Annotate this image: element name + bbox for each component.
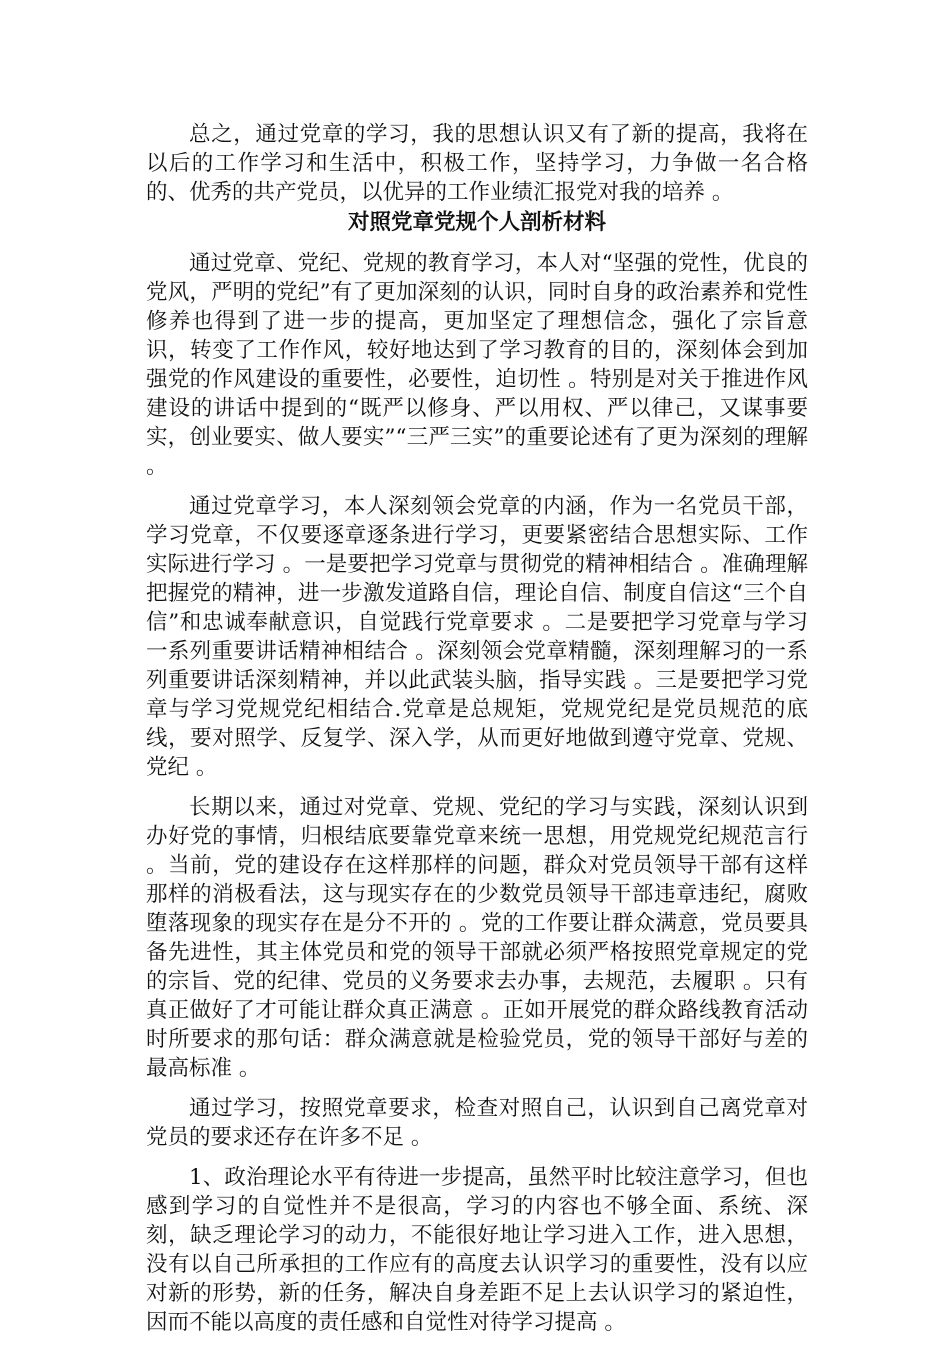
body-paragraph-5: 1、政治理论水平有待进一步提高，虽然平时比较注意学习，但也感到学习的自觉性并不是很高，学习的内容也不够全面、系统、深刻，缺乏理论学习的动力，不能很好地让学习进入工作，进入思想，没有以自己所承担的工作应有的高度去认识学习的重要性，没有以应对新的形势，新的任务，解决自身差距不足上去认识学习的紧迫性，因而不能以高度的责任感和自觉性对待学习提高 。 (146, 1165, 808, 1335)
document-title: 对照党章党规个人剖析材料 (347, 210, 606, 235)
document-page (146, 120, 808, 1348)
intro-paragraph: 总之，通过党章的学习，我的思想认识又有了新的提高，我将在以后的工作学习和生活中，积极工作，坚持学习，力争做一名合格的、优秀的共产党员，以优异的工作业绩汇报党对我的培养 。 (146, 122, 808, 205)
body-paragraph-3: 长期以来，通过对党章、党规、党纪的学习与实践，深刻认识到办好党的事情，归根结底要靠党章来统一思想，用党规党纪规范言行 。当前，党的建设存在这样那样的问题，群众对党员领导干部有这样那样的消极看法，这与现实存在的少数党员领导干部违章违纪，腐败堕落现象的现实存在是分不开的 。党的工作要让群众满意，党员要具备先进性，其主体党员和党的领导干部就必须严格按照党章规定的党的宗旨、党的纪律、党员的义务要求去办事，去规范，去履职 。只有真正做好了才可能让群众真正满意 。正如开展党的群众路线教育活动时所要求的那句话：群众满意就是检验党员，党的领导干部好与差的最高标准 。 (146, 795, 808, 1081)
body-paragraph-2: 通过党章学习，本人深刻领会党章的内涵，作为一名党员干部，学习党章，不仅要逐章逐条进行学习，更要紧密结合思想实际、工作实际进行学习 。一是要把学习党章与贯彻党的精神相结合 。准确理解把握党的精神，进一步激发道路自信，理论自信、制度自信这“三个自信”和忠诚奉献意识，自觉践行党章要求 。二是要把学习党章与学习一系列重要讲话精神相结合 。深刻领会党章精髓，深刻理解习的一系列重要讲话深刻精神，并以此武装头脑，指导实践 。三是要把学习党章与学习党规党纪相结合.党章是总规矩，党规党纪是党员规范的底线，要对照学、反复学、深入学，从而更好地做到遵守党章、党规、党纪 。 (146, 494, 808, 780)
body-paragraph-1: 通过党章、党纪、党规的教育学习，本人对“坚强的党性，优良的党风，严明的党纪”有了更加深刻的认识，同时自身的政治素养和党性修养也得到了进一步的提高，更加坚定了理想信念，强化了宗旨意识，转变了工作作风，较好地达到了学习教育的目的，深刻体会到加强党的作风建设的重要性，必要性，迫切性 。特别是对关于推进作风建设的讲话中提到的“既严以修身、严以用权、严以律己，又谋事要实，创业要实、做人要实”“三严三实”的重要论述有了更为深刻的理解 。 (146, 251, 808, 479)
body-paragraph-4: 通过学习，按照党章要求，检查对照自己，认识到自己离党章对党员的要求还存在许多不足 。 (146, 1096, 808, 1150)
